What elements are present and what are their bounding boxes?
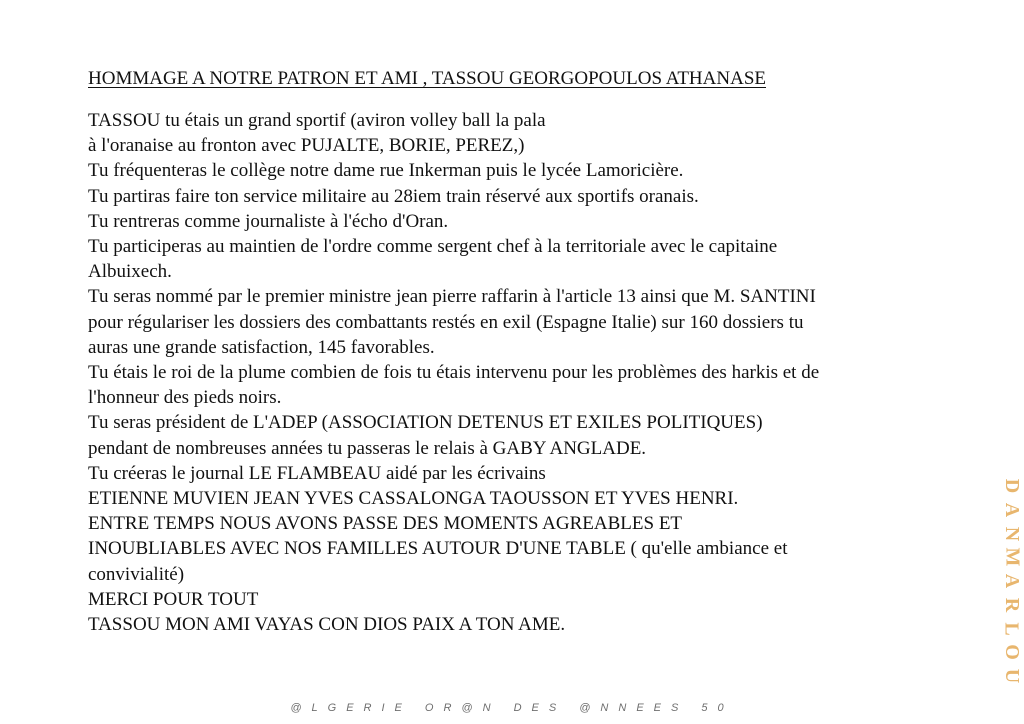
- text-line: pendant de nombreuses années tu passeras le relais à GABY ANGLADE.: [88, 437, 647, 459]
- watermark-letter: D: [1000, 478, 1023, 494]
- watermark-letter: U: [1000, 668, 1023, 684]
- text-line: TASSOU tu étais un grand sportif (aviron volley ball la pala: [88, 110, 546, 131]
- text-line: Tu partiras faire ton service militaire au 28iem train réservé aux sportifs oranais.: [88, 185, 699, 207]
- watermark-letter: O: [1001, 644, 1023, 661]
- text-line: l'honneur des pieds noirs.: [88, 387, 282, 409]
- text-line: à l'oranaise au fronton avec PUJALTE, BORIE, PEREZ,): [88, 135, 525, 157]
- text-line: Tu seras président de L'ADEP (ASSOCIATION DETENUS ET EXILES POLITIQUES): [88, 412, 763, 434]
- text-line: ENTRE TEMPS NOUS AVONS PASSE DES MOMENTS AGREABLES ET: [88, 513, 683, 535]
- text-line: Tu fréquenteras le collège notre dame rue Inkerman puis le lycée Lamoricière.: [88, 160, 684, 182]
- text-line: Tu participeras au maintien de l'ordre comme sergent chef à la territoriale avec le capitaine: [88, 236, 778, 258]
- watermark-letter: R: [1000, 597, 1023, 612]
- text-line: TASSOU MON AMI VAYAS CON DIOS PAIX A TON AME.: [88, 614, 566, 636]
- footer-caption: @LGERIE OR@N DES @NNEES 50: [290, 702, 734, 714]
- watermark-danmarlou: [1000, 476, 1024, 686]
- document-body: [88, 108, 948, 637]
- watermark-letter: A: [1000, 573, 1023, 589]
- watermark-letter: L: [1001, 621, 1023, 636]
- text-line: pour régulariser les dossiers des combattants restés en exil (Espagne Italie) sur 160 dossiers tu: [88, 311, 804, 333]
- page-title: HOMMAGE A NOTRE PATRON ET AMI , TASSOU GEORGOPOULOS ATHANASE: [88, 68, 766, 89]
- text-line: Albuixech.: [88, 261, 172, 283]
- text-line: Tu étais le roi de la plume combien de fois tu étais intervenu pour les problèmes des harkis et de: [88, 362, 820, 384]
- watermark-letter: A: [1000, 502, 1023, 517]
- text-line: ETIENNE MUVIEN JEAN YVES CASSALONGA TAOUSSON ET YVES HENRI.: [88, 488, 739, 510]
- text-line: convivialité): [88, 563, 185, 585]
- text-line: MERCI POUR TOUT: [88, 588, 259, 610]
- text-line: Tu seras nommé par le premier ministre jean pierre raffarin à l'article 13 ainsi que M. SANTINI: [88, 286, 816, 308]
- watermark-letter: N: [1000, 526, 1023, 541]
- text-line: INOUBLIABLES AVEC NOS FAMILLES AUTOUR D'UNE TABLE ( qu'elle ambiance et: [88, 538, 788, 560]
- text-line: auras une grande satisfaction, 145 favorables.: [88, 336, 435, 358]
- text-line: Tu créeras le journal LE FLAMBEAU aidé par les écrivains: [88, 462, 546, 484]
- text-line: Tu rentreras comme journaliste à l'écho d'Oran.: [88, 210, 449, 232]
- watermark-letter: M: [1000, 547, 1023, 567]
